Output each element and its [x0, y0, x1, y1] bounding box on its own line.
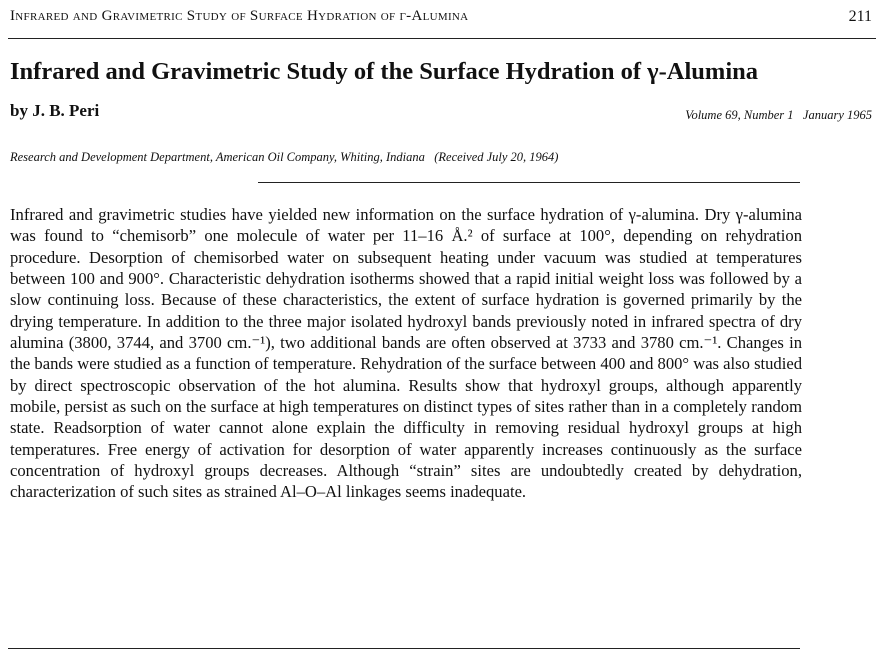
header-rule: [8, 38, 876, 39]
volume-issue-date: Volume 69, Number 1 January 1965: [685, 108, 872, 122]
article-abstract: Infrared and gravimetric studies have yielded new information on the surface hydration of γ-alumina. Dry γ-alumina was found to “chemisorb” one molecule of water per 11–16 Å.² of surface at 100°, depending on rehydration procedure. Desorption of chemisorbed water on subsequent heating under vacuum was studied at temperatures between 100 and 900°. Characteristic dehydration isotherms showed that a rapid initial weight loss was followed by a slow continuing loss. Because of these characteristics, the extent of surface hydration is governed primarily by the drying temperature. In addition to the three major isolated hydroxyl bands previously noted in infrared spectra of dry alumina (3800, 3744, and 3700 cm.⁻¹), two additional bands are often observed at 3733 and 3780 cm.⁻¹. Changes in the bands were studied as a function of temperature. Rehydration of the surface between 400 and 800° was also studied by direct spectroscopic observation of the hot alumina. Results show that hydroxyl groups, although apparently mobile, persist as such on the surface at high temperatures on distinct types of sites rather than in a completely random state. Readsorption of water cannot alone explain the difficulty in removing residual hydroxyl groups at high temperatures. Free energy of activation for desorption of water apparently increases continuously as the surface concentration of hydroxyl groups decreases. Although “strain” sites are undoubtedly created by dehydration, characterization of such sites as strained Al–O–Al linkages seems inadequate.: [10, 205, 802, 502]
page-number: 211: [848, 8, 872, 25]
abstract-bottom-rule: [8, 648, 800, 649]
author-affiliation: Research and Development Department, American Oil Company, Whiting, Indiana (Received July 20, 1964): [10, 150, 559, 164]
running-head-title: Infrared and Gravimetric Study of Surface Hydration of γ-Alumina: [10, 8, 469, 24]
article-authors: by J. B. Peri: [10, 101, 100, 120]
abstract-top-rule: [258, 182, 800, 183]
article-title: Infrared and Gravimetric Study of the Surface Hydration of γ-Alumina: [10, 58, 759, 85]
